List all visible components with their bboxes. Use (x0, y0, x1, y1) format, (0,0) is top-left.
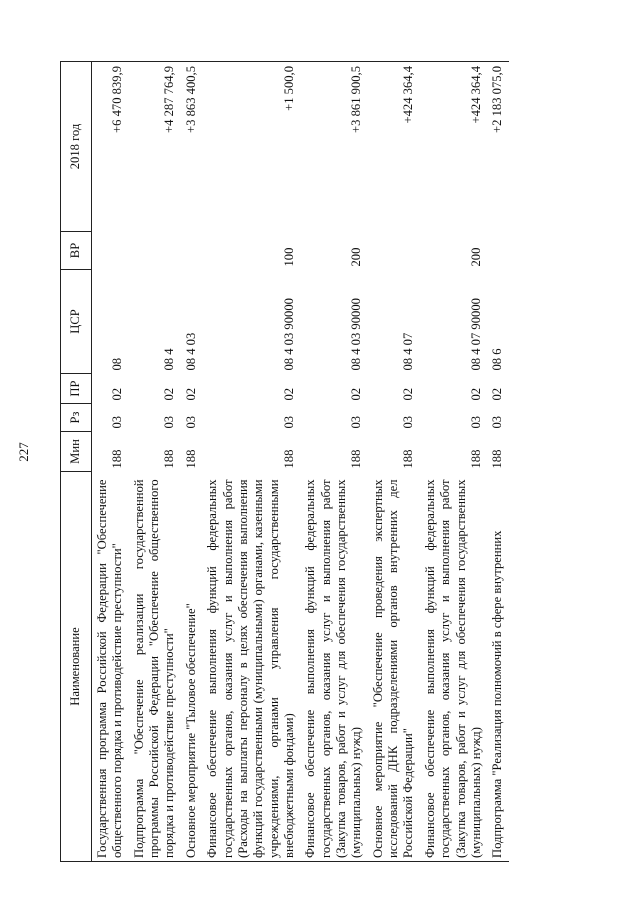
row-csr: 08 6 (490, 348, 505, 371)
header-vr: ВР (61, 232, 92, 270)
row-name: Финансовое обеспечение выполнения функций федеральных государственных органов, оказания услуг и выполнения работ (Закупка товаров, работ и услуг для обеспечения государственных (муниципальных) нужд) (300, 472, 367, 862)
row-csr: 08 (110, 357, 125, 371)
row-pr: 02 (401, 387, 416, 401)
row-min: 188 (110, 449, 125, 469)
table-row (420, 62, 487, 862)
row-name: Основное мероприятие "Обеспечение проведения экспертных исследований ДНК подразделениями органов внутренних дел Российской Федерации" (368, 472, 420, 862)
header-pr: ПР (61, 374, 92, 404)
row-amount: +1 500,0 (202, 62, 300, 232)
row-min: 188 (183, 449, 198, 469)
row-name: Подпрограмма "Реализация полномочий в сфере внутренних (487, 472, 508, 862)
table-header-row (61, 62, 92, 862)
row-min: 188 (349, 449, 364, 469)
row-vr (92, 232, 129, 270)
row-vr (487, 232, 508, 270)
row-rz: 03 (490, 415, 505, 429)
row-amount: +3 861 900,5 (300, 62, 367, 232)
row-csr: 08 4 03 90000 (281, 298, 296, 371)
row-csr: 08 4 03 90000 (349, 298, 364, 371)
row-amount: +424 364,4 (368, 62, 420, 232)
row-amount: +3 863 400,5 (181, 62, 202, 232)
row-rz: 03 (349, 415, 364, 429)
row-name: Подпрограмма "Обеспечение реализации государственной программы Российской Федерации "Обеспечение общественного порядка и противодействие преступности" (129, 472, 181, 862)
row-amount: +4 287 764,9 (129, 62, 181, 232)
row-csr: 08 4 03 (183, 332, 198, 371)
page-number (12, 432, 36, 472)
row-pr: 02 (110, 387, 125, 401)
header-csr: ЦСР (61, 270, 92, 374)
header-rz: Рз (61, 404, 92, 432)
row-vr (181, 232, 202, 270)
row-name: Финансовое обеспечение выполнения функций федеральных государственных органов, оказания услуг и выполнения работ (Расходы на выплаты персоналу в целях обеспечения выполнения функций государственными (муниципальными) органами, казенными учреждениями, органами управления государственными внебюджетными фондами) (202, 472, 300, 862)
page-number-text: 227 (16, 442, 31, 462)
row-pr: 02 (468, 387, 483, 401)
row-vr (368, 232, 420, 270)
table-row (487, 62, 508, 862)
table-row (92, 62, 129, 862)
row-csr: 08 4 07 90000 (468, 298, 483, 371)
table-row (300, 62, 367, 862)
header-name: Наименование (61, 472, 92, 862)
row-rz: 03 (162, 415, 177, 429)
row-min: 188 (490, 449, 505, 469)
table-row (202, 62, 300, 862)
table-row (181, 62, 202, 862)
row-min: 188 (468, 449, 483, 469)
row-rz: 03 (110, 415, 125, 429)
row-min: 188 (281, 449, 296, 469)
rotated-page-content (60, 62, 612, 862)
row-csr: 08 4 (162, 348, 177, 371)
row-pr: 02 (490, 387, 505, 401)
row-rz: 03 (183, 415, 198, 429)
table-row (368, 62, 420, 862)
row-vr: 100 (281, 247, 296, 267)
row-name: Финансовое обеспечение выполнения функций федеральных государственных органов, оказания услуг и выполнения работ (Закупка товаров, работ и услуг для обеспечения государственных (муниципальных) нужд) (420, 472, 487, 862)
row-min: 188 (401, 449, 416, 469)
row-vr: 200 (468, 247, 483, 267)
row-min: 188 (162, 449, 177, 469)
row-rz: 03 (468, 415, 483, 429)
row-amount: +2 183 075,0 (487, 62, 508, 232)
table-row (129, 62, 181, 862)
row-pr: 02 (183, 387, 198, 401)
row-rz: 03 (281, 415, 296, 429)
budget-table (60, 61, 509, 862)
row-vr: 200 (349, 247, 364, 267)
row-vr (129, 232, 181, 270)
row-amount: +424 364,4 (420, 62, 487, 232)
budget-table-region (60, 62, 612, 862)
row-amount: +6 470 839,9 (92, 62, 129, 232)
row-pr: 02 (349, 387, 364, 401)
row-rz: 03 (401, 415, 416, 429)
row-name: Государственная программа Российской Федерации "Обеспечение общественного порядка и противодействие преступности" (92, 472, 129, 862)
header-amount: 2018 год (61, 62, 92, 232)
row-pr: 02 (162, 387, 177, 401)
row-csr: 08 4 07 (401, 332, 416, 371)
row-pr: 02 (281, 387, 296, 401)
header-min: Мин (61, 432, 92, 472)
row-name: Основное мероприятие "Тыловое обеспечение" (181, 472, 202, 862)
